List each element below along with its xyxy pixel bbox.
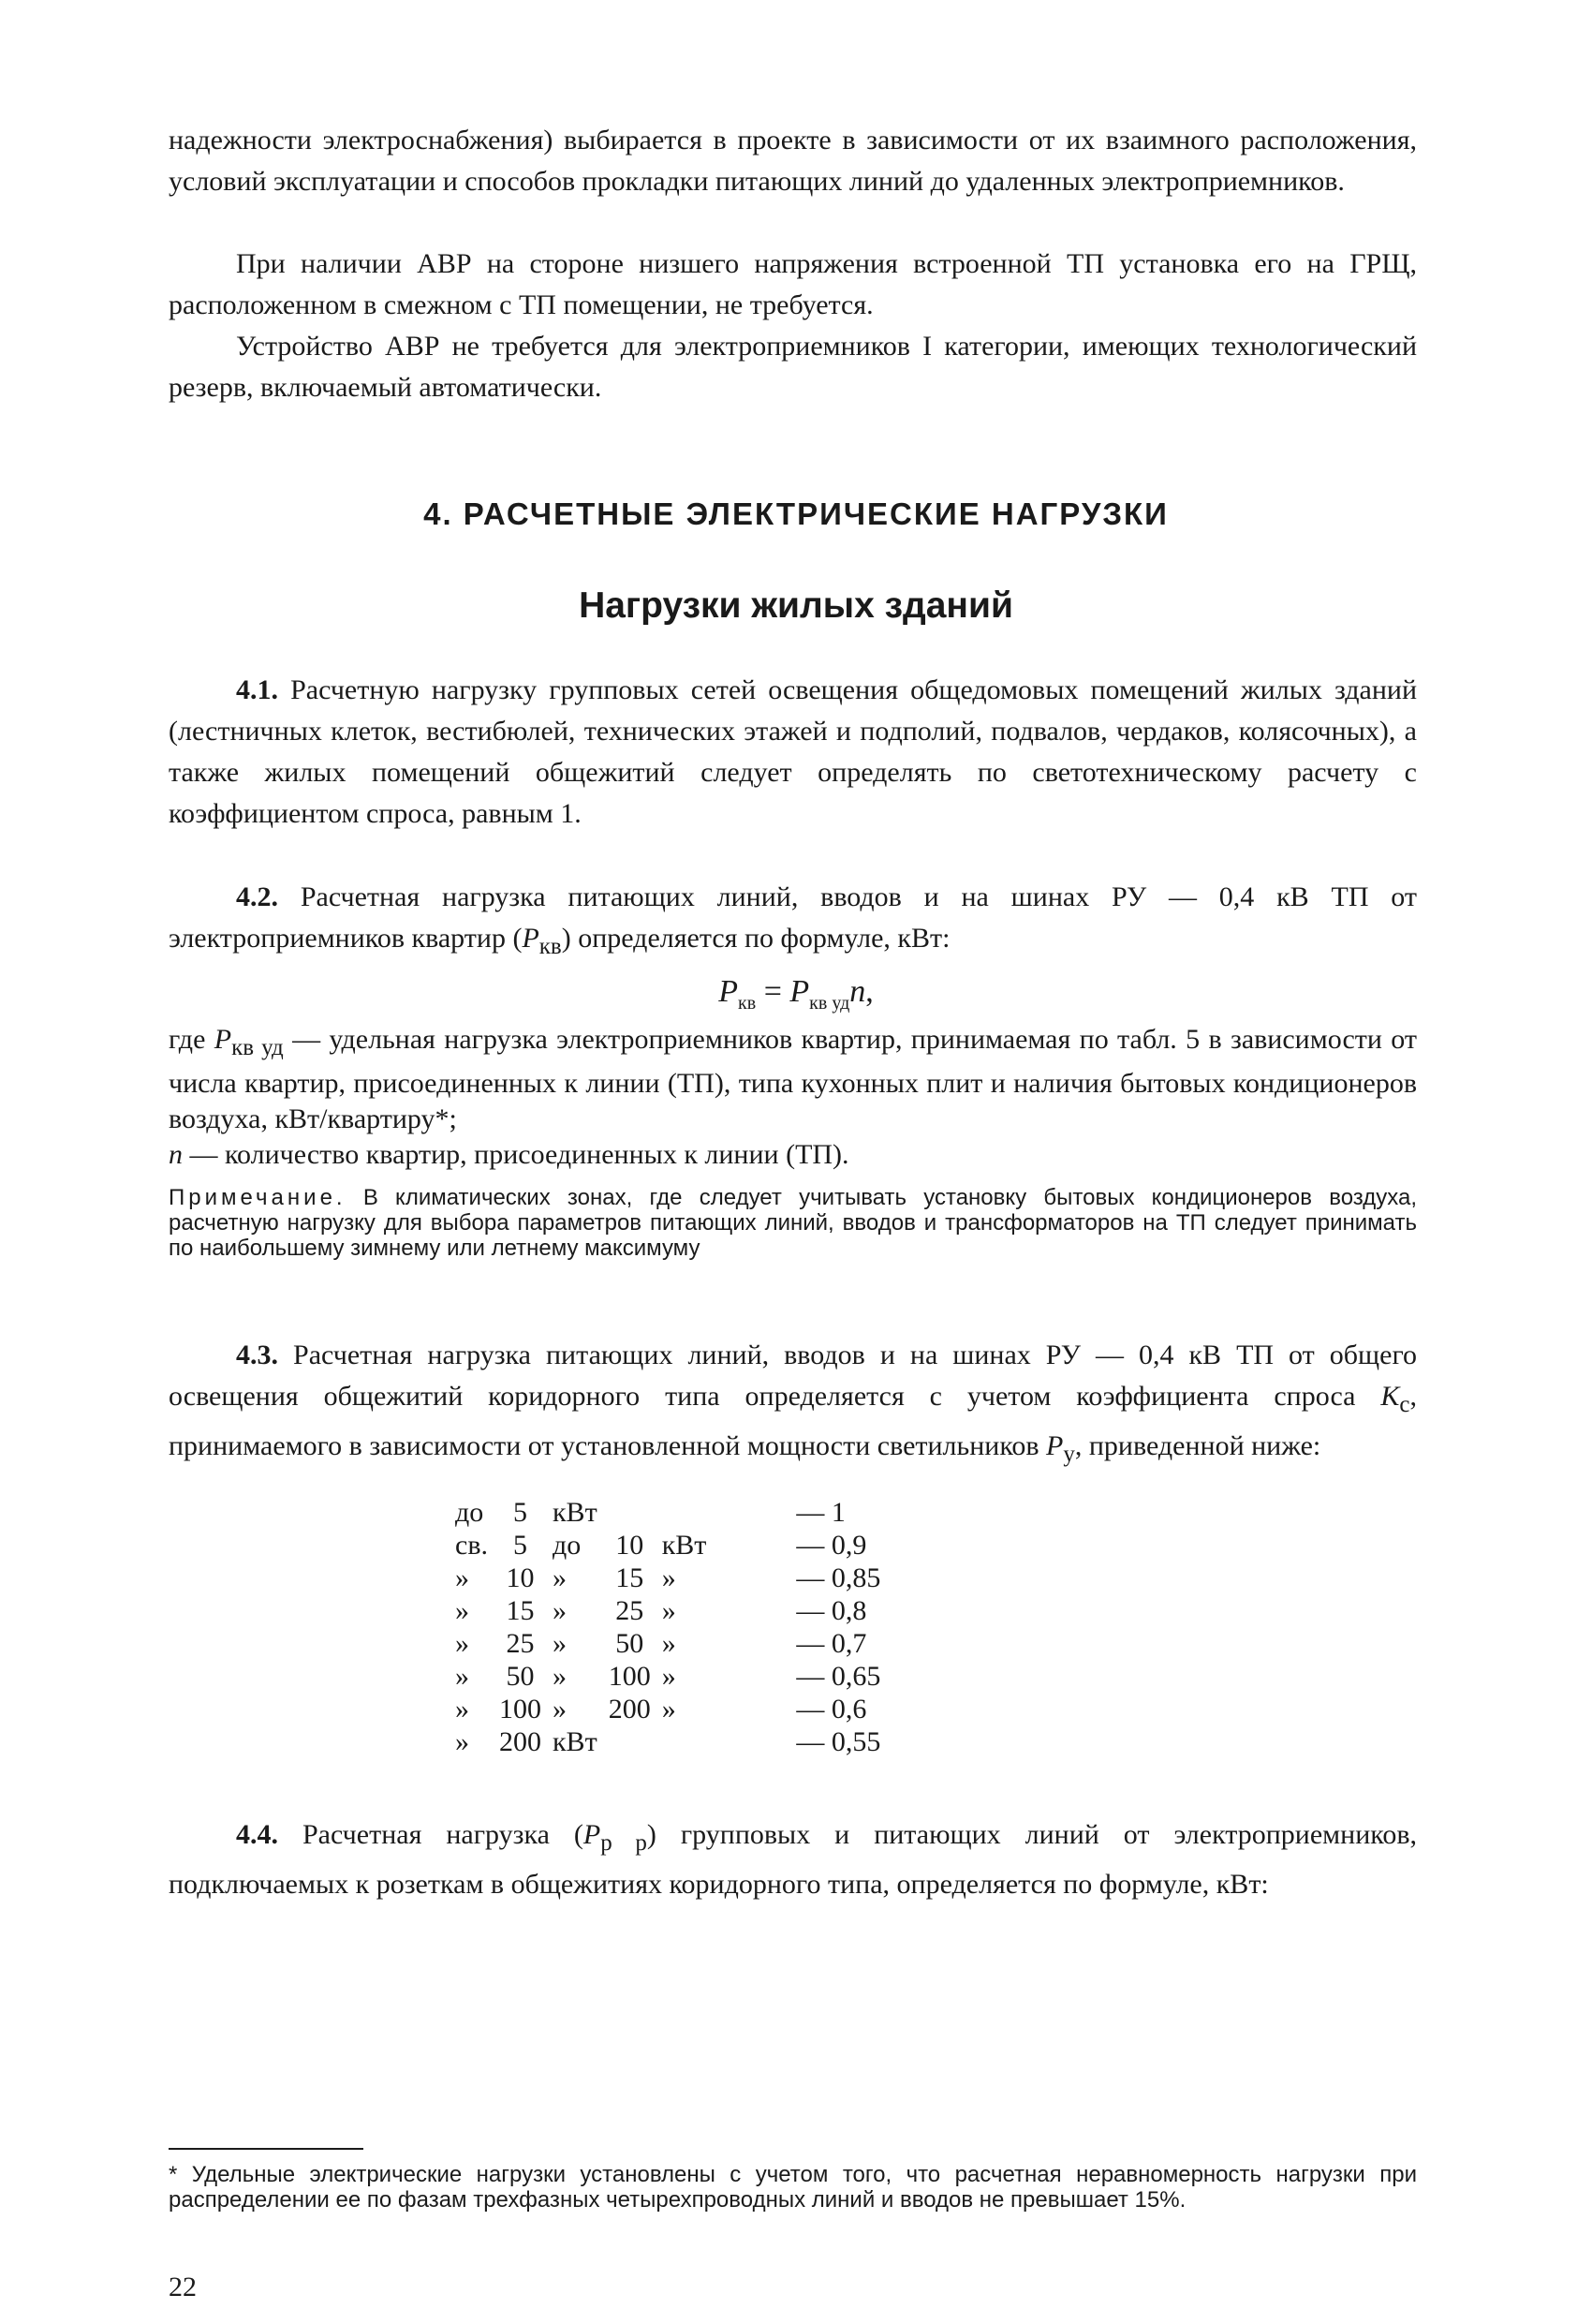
paragraph-continuation: надежности электроснабжения) выбирается в проекте в зависимости от их взаимного расположения, условий эксплуатации и способов прокладки питающих линий до удаленных электроприемников. [169, 125, 1417, 197]
coefficient-cell: — 0,9 [796, 1530, 867, 1561]
power-range-cell: 200 [498, 1726, 541, 1757]
table-row [450, 1594, 886, 1627]
table-row [450, 1693, 886, 1725]
note [169, 1185, 1417, 1261]
symbol-subscript: р р [600, 1830, 647, 1856]
coefficient-cell: — 0,8 [796, 1595, 867, 1626]
symbol-subscript: у [1063, 1442, 1075, 1467]
power-range-cell: » [552, 1694, 567, 1724]
clause-number: 4.3. [236, 1340, 278, 1370]
symbol-subscript: кв [538, 934, 562, 959]
clause-text: Расчетная нагрузка питающих линий, вводов и на шинах РУ — 0,4 кВ ТП от общего освещения общежитий коридорного типа определяется с учетом коэффициента спроса [169, 1340, 1418, 1412]
table-row [450, 1529, 886, 1562]
power-range-cell: » [455, 1694, 469, 1724]
symbol-subscript: кв уд [231, 1035, 284, 1060]
symbol: P [582, 1819, 601, 1850]
formula-explanation [169, 1022, 1417, 1173]
clause-text: ) определяется по формуле, кВт: [561, 923, 951, 954]
power-range-cell: кВт [552, 1497, 597, 1528]
power-range-cell: » [455, 1595, 469, 1626]
formula-rhs-subscript: кв уд [809, 992, 850, 1014]
power-range-cell: » [661, 1661, 676, 1692]
formula-equals: = [756, 974, 790, 1009]
symbol: P [1046, 1430, 1064, 1461]
clause-4-1 [169, 670, 1417, 835]
power-range-cell: 100 [608, 1661, 651, 1692]
clause-text: Расчетная нагрузка ( [302, 1819, 583, 1850]
clause-text: , принимаемого в зависимости от установленной мощности светильников [169, 1381, 1417, 1461]
note-label: Примечание. [169, 1185, 346, 1210]
power-range-cell: 25 [615, 1595, 644, 1626]
demand-coefficient-table [450, 1496, 886, 1758]
coefficient-cell: — 1 [796, 1497, 846, 1528]
clause-number: 4.2. [236, 881, 278, 912]
formula-lhs: P [718, 974, 739, 1009]
power-range-cell [603, 1725, 656, 1758]
formula-rhs: P [789, 974, 810, 1009]
table-row [450, 1627, 886, 1660]
where-text: — удельная нагрузка электроприемников квартир, принимаемая по табл. 5 в зависимости от числа квартир, присоединенных к линии (ТП), типа кухонных плит и наличия бытовых кондиционеров воздуха, кВт/квартиру*; [169, 1024, 1417, 1134]
power-range-cell: 5 [512, 1530, 527, 1561]
where-lead: где [169, 1024, 214, 1055]
where-text: — количество квартир, присоединенных к линии (ТП). [183, 1139, 849, 1170]
coefficient-cell: — 0,55 [796, 1726, 881, 1757]
power-range-cell: » [661, 1694, 676, 1724]
clause-text: Расчетную нагрузку групповых сетей освещения общедомовых помещений жилых зданий (лестничных клеток, вестибюлей, технических этажей и подполий, подвалов, чердаков, колясочных), а также жилых помещений общежитий следует определять по светотехническому расчету с коэффициентом спроса, равным 1. [169, 674, 1418, 829]
section-title: 4. РАСЧЕТНЫЕ ЭЛЕКТРИЧЕСКИЕ НАГРУЗКИ [423, 496, 1169, 531]
symbol: P [522, 923, 539, 954]
clause-text: Расчетная нагрузка питающих линий, вводов и на шинах РУ — 0,4 кВ ТП от электроприемников квартир ( [169, 881, 1418, 954]
power-range-cell: св. [455, 1530, 488, 1561]
power-range-cell [603, 1496, 656, 1529]
power-range-cell: кВт [661, 1530, 707, 1561]
power-range-cell: 10 [615, 1530, 644, 1561]
power-range-cell: » [455, 1726, 469, 1757]
power-range-cell: » [455, 1628, 469, 1659]
power-range-cell: 10 [506, 1562, 535, 1593]
footnote-divider [169, 2148, 363, 2150]
table-row [450, 1562, 886, 1594]
clause-number: 4.4. [236, 1819, 278, 1850]
subsection-title: Нагрузки жилых зданий [579, 585, 1013, 626]
footnote: * Удельные электрические нагрузки установлены с учетом того, что расчетная неравномерность нагрузки при распределении ее по фазам трехфазных четырехпроводных линий и вводов не превышает 15%. [169, 2162, 1417, 2213]
power-range-cell: » [661, 1562, 676, 1593]
symbol-n: n [169, 1139, 183, 1170]
coefficient-cell: — 0,85 [796, 1562, 881, 1593]
power-range-cell: 25 [506, 1628, 535, 1659]
power-range-cell: 100 [498, 1694, 541, 1724]
table-row [450, 1725, 886, 1758]
power-range-cell: кВт [552, 1726, 597, 1757]
note-text: В климатических зонах, где следует учитывать установку бытовых кондиционеров воздуха, расчетную нагрузку для выбора параметров питающих линий, вводов и трансформаторов на ТП следует принимать по наибольшему зимнему или летнему максимуму [169, 1185, 1417, 1261]
power-range-cell [656, 1725, 713, 1758]
symbol: K [1380, 1381, 1400, 1412]
paragraph-avr-category: Устройство АВР не требуется для электроприемников I категории, имеющих технологический резерв, включаемый автоматически. [169, 331, 1417, 403]
power-range-cell: 50 [615, 1628, 644, 1659]
clause-4-2 [169, 877, 1417, 968]
power-range-cell: 200 [608, 1694, 651, 1724]
table-row [450, 1496, 886, 1529]
power-range-cell: » [455, 1562, 469, 1593]
coefficient-cell: — 0,65 [796, 1661, 881, 1692]
table-row [450, 1660, 886, 1693]
power-range-cell: » [661, 1595, 676, 1626]
power-range-cell: » [552, 1562, 567, 1593]
power-range-cell: 5 [512, 1497, 527, 1528]
coefficient-cell: — 0,6 [796, 1694, 867, 1724]
power-range-cell: 50 [506, 1661, 535, 1692]
symbol: P [214, 1024, 232, 1055]
power-range-cell: 15 [615, 1562, 644, 1593]
formula-n: n [849, 974, 866, 1009]
power-range-cell: » [552, 1628, 567, 1659]
formula-comma: , [865, 974, 874, 1009]
clause-text: ) групповых и питающих линий от электроприемников, подключаемых к розеткам в общежитиях коридорного типа, определяется по формуле, кВт: [169, 1819, 1417, 1900]
power-range-cell: до [455, 1497, 484, 1528]
formula [0, 974, 1592, 1014]
symbol-subscript: с [1399, 1392, 1410, 1417]
power-range-cell: до [552, 1530, 582, 1561]
clause-text: , приведенной ниже: [1074, 1430, 1321, 1461]
coefficient-cell: — 0,7 [796, 1628, 867, 1659]
clause-4-3 [169, 1335, 1417, 1475]
power-range-cell: 15 [506, 1595, 535, 1626]
power-range-cell: » [661, 1628, 676, 1659]
power-range-cell: » [552, 1595, 567, 1626]
formula-lhs-subscript: кв [738, 992, 757, 1014]
clause-number: 4.1. [236, 674, 278, 705]
power-range-cell [656, 1496, 713, 1529]
power-range-cell: » [455, 1661, 469, 1692]
power-range-cell: » [552, 1661, 567, 1692]
clause-4-4 [169, 1814, 1417, 1905]
paragraph-avr-tp: При наличии АВР на стороне низшего напряжения встроенной ТП установка его на ГРЩ, расположенном в смежном с ТП помещении, не требуется. [169, 248, 1417, 320]
page-number: 22 [169, 2272, 197, 2302]
